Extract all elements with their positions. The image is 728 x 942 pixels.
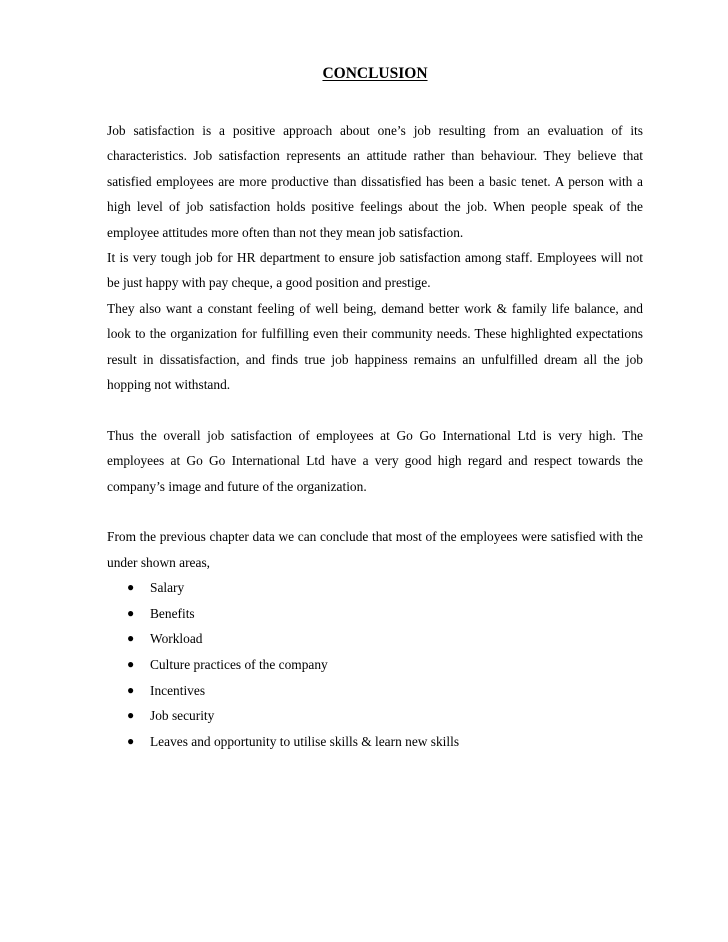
paragraph-employee-expectations: They also want a constant feeling of well being, demand better work & family life balance, and look to the organization for fulfilling even their community needs. These highlighted expectations result in dissatisfaction, and finds true job happiness remains an unfulfilled dream all the job hopping not withstand. [107, 300, 643, 393]
list-item [107, 626, 643, 652]
list-item-label: Culture practices of the company [150, 657, 328, 673]
paragraph-spacer [107, 397, 643, 422]
list-item-label: Workload [150, 631, 203, 647]
paragraph-hr-challenge: It is very tough job for HR department to ensure job satisfaction among staff. Employees will not be just happy with pay cheque, a good position and prestige. [107, 250, 643, 291]
list-item-label: Incentives [150, 682, 206, 698]
list-item [107, 575, 643, 601]
list-item-label: Benefits [150, 605, 195, 621]
list-item [107, 678, 643, 704]
list-item-label: Job security [150, 708, 215, 724]
bullet-icon: ● [127, 631, 135, 646]
conclusion-heading: CONCLUSION [322, 65, 428, 82]
bullet-icon: ● [127, 682, 135, 697]
document-body [107, 118, 643, 754]
list-item-label: Salary [150, 580, 185, 596]
list-item [107, 601, 643, 627]
list-item [107, 729, 643, 755]
paragraph-satisfied-areas-intro: From the previous chapter data we can conclude that most of the employees were satisfied with the under shown areas, [107, 529, 643, 570]
bullet-icon: ● [127, 708, 135, 723]
bullet-icon: ● [127, 657, 135, 672]
bullet-icon: ● [127, 580, 135, 595]
list-item-label: Leaves and opportunity to utilise skills & learn new skills [150, 733, 460, 749]
satisfied-areas-list [107, 575, 643, 754]
paragraph-job-satisfaction-definition: Job satisfaction is a positive approach about one’s job resulting from an evaluation of its characteristics. Job satisfaction represents an attitude rather than behaviour. They believe that satisfied employees are more productive than dissatisfied has been a basic tenet. A person with a high level of job satisfaction holds positive feelings about the job. When people speak of the employee attitudes more often than not they mean job satisfaction. [107, 123, 643, 240]
list-item [107, 703, 643, 729]
paragraph-overall-satisfaction: Thus the overall job satisfaction of employees at Go Go International Ltd is very high. The employees at Go Go International Ltd have a very good high regard and respect towards the company’s image and future of the organization. [107, 427, 643, 494]
bullet-icon: ● [127, 733, 135, 748]
paragraph-spacer [107, 499, 643, 524]
list-item [107, 652, 643, 678]
page-title [107, 64, 643, 84]
bullet-icon: ● [127, 605, 135, 620]
